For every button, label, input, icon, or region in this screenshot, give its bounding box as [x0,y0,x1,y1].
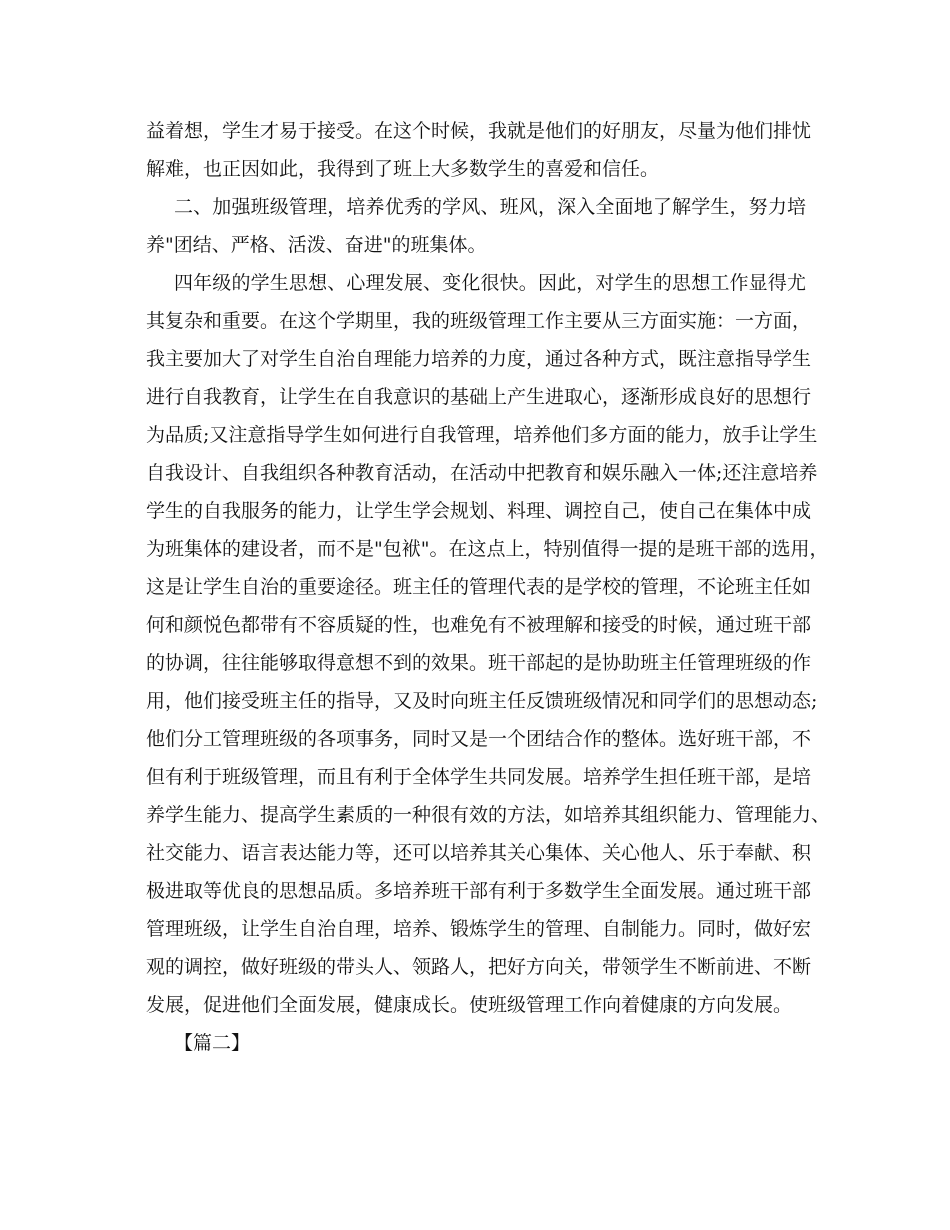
text-line: 社交能力、语言表达能力等，还可以培养其关心集体、关心他人、乐于奉献、积 [146,842,812,864]
text-line: 的协调，往往能够取得意想不到的效果。班干部起的是协助班主任管理班级的作 [146,652,812,674]
text-line: 养学生能力、提高学生素质的一种很有效的方法，如培养其组织能力、管理能力、 [146,804,831,826]
text-line: 用，他们接受班主任的指导，又及时向班主任反馈班级情况和同学们的思想动态; [146,690,818,712]
section-heading: 【篇二】 [174,1032,251,1054]
text-line: 进行自我教育，让学生在自我意识的基础上产生进取心，逐渐形成良好的思想行 [146,386,812,408]
paragraph-heading-line: 养"团结、严格、活泼、奋进"的班集体。 [146,234,487,256]
document-body [146,112,831,1062]
text-line: 发展，促进他们全面发展，健康成长。使班级管理工作向着健康的方向发展。 [146,994,793,1016]
text-line: 观的调控，做好班级的带头人、领路人，把好方向关，带领学生不断前进、不断 [146,956,812,978]
text-line: 这是让学生自治的重要途径。班主任的管理代表的是学校的管理，不论班主任如 [146,576,812,598]
text-line: 其复杂和重要。在这个学期里，我的班级管理工作主要从三方面实施：一方面， [146,310,812,332]
text-line: 益着想，学生才易于接受。在这个时候，我就是他们的好朋友，尽量为他们排忧 [146,120,812,142]
text-line: 四年级的学生思想、心理发展、变化很快。因此，对学生的思想工作显得尤 [174,272,806,294]
text-line: 但有利于班级管理，而且有利于全体学生共同发展。培养学生担任班干部，是培 [146,766,812,788]
paragraph-heading-line: 二、加强班级管理，培养优秀的学风、班风，深入全面地了解学生，努力培 [174,196,806,218]
text-line: 我主要加大了对学生自治自理能力培养的力度，通过各种方式，既注意指导学生 [146,348,812,370]
text-line: 解难，也正因如此，我得到了班上大多数学生的喜爱和信任。 [146,158,660,180]
text-line: 学生的自我服务的能力，让学生学会规划、料理、调控自己，使自己在集体中成 [146,500,812,522]
text-line: 极进取等优良的思想品质。多培养班干部有利于多数学生全面发展。通过班干部 [146,880,812,902]
text-line: 管理班级，让学生自治自理，培养、锻炼学生的管理、自制能力。同时，做好宏 [146,918,812,940]
text-line: 他们分工管理班级的各项事务，同时又是一个团结合作的整体。选好班干部，不 [146,728,812,750]
text-line: 为班集体的建设者，而不是"包袱"。在这点上，特别值得一提的是班干部的选用， [146,538,829,560]
text-line: 自我设计、自我组织各种教育活动，在活动中把教育和娱乐融入一体;还注意培养 [146,462,818,484]
text-line: 为品质;又注意指导学生如何进行自我管理，培养他们多方面的能力，放手让学生 [146,424,818,446]
text-line: 何和颜悦色都带有不容质疑的性，也难免有不被理解和接受的时候，通过班干部 [146,614,812,636]
